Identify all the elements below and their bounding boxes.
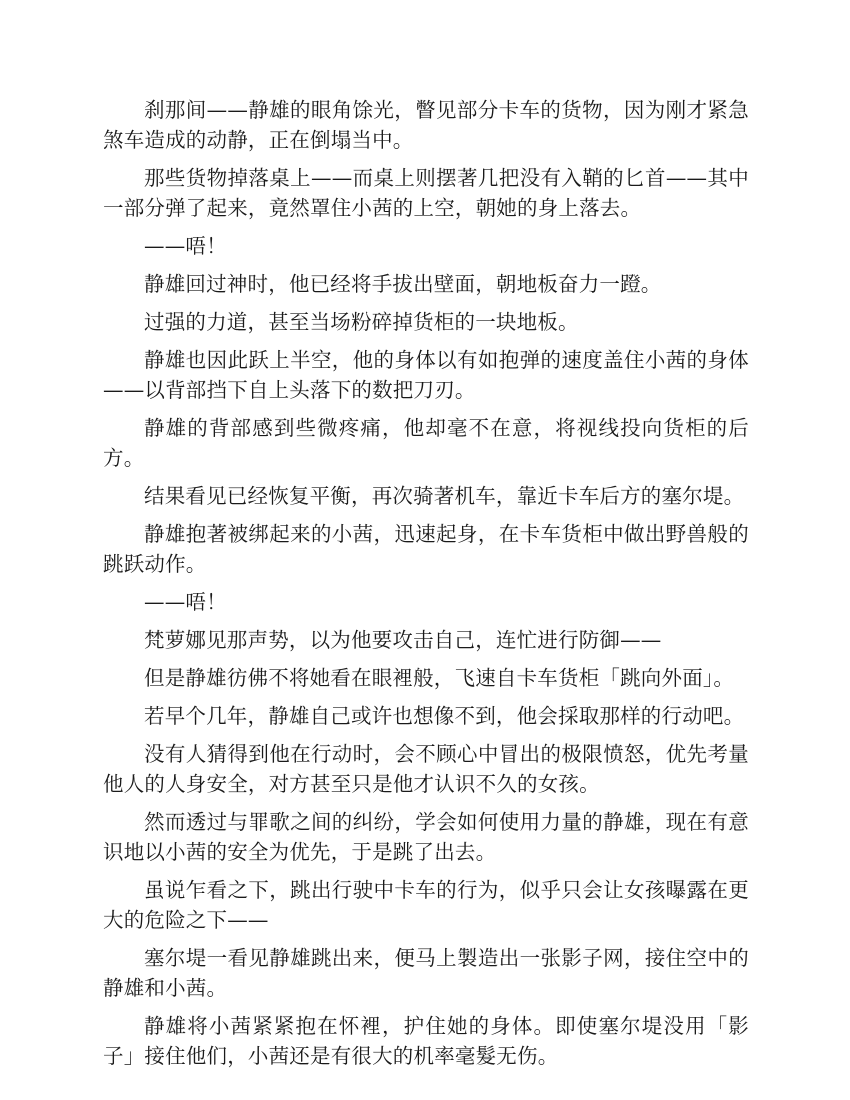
- paragraph: 静雄回过神时，他已经将手拔出壁面，朝地板奋力一蹬。: [144, 272, 662, 296]
- paragraph: 然而透过与罪歌之间的纠纷，学会如何使用力量的静雄，现在有意识地以小茜的安全为优先，于是跳了出去。: [103, 810, 749, 864]
- paragraph: 那些货物掉落桌上——而桌上则摆著几把没有入鞘的匕首——其中一部分弹了起来，竟然罩住小茜的上空，朝她的身上落去。: [103, 166, 749, 220]
- paragraph: 静雄也因此跃上半空，他的身体以有如抱弹的速度盖住小茜的身体——以背部挡下自上头落下的数把刀刃。: [103, 348, 749, 402]
- paragraph: 过强的力道，甚至当场粉碎掉货柜的一块地板。: [144, 310, 579, 334]
- paragraph: 静雄抱著被绑起来的小茜，迅速起身，在卡车货柜中做出野兽般的跳跃动作。: [103, 522, 749, 576]
- paragraph: 梵萝娜见那声势，以为他要攻击自己，连忙进行防御——: [144, 628, 662, 652]
- paragraph: 虽说乍看之下，跳出行驶中卡车的行为，似乎只会让女孩曝露在更大的危险之下——: [103, 878, 749, 932]
- paragraph: 静雄的背部感到些微疼痛，他却毫不在意，将视线投向货柜的后方。: [103, 416, 749, 470]
- paragraph: 结果看见已经恢复平衡，再次骑著机车，靠近卡车后方的塞尔堤。: [144, 484, 745, 508]
- paragraph: 没有人猜得到他在行动时，会不顾心中冒出的极限愤怒，优先考量他人的人身安全，对方甚至只是他才认识不久的女孩。: [103, 742, 749, 796]
- paragraph: 静雄将小茜紧紧抱在怀裡，护住她的身体。即使塞尔堤没用「影子」接住他们，小茜还是有很大的机率毫髮无伤。: [103, 1014, 749, 1068]
- paragraph: ——唔！: [144, 234, 227, 258]
- document-body: [103, 95, 749, 1079]
- paragraph: 刹那间——静雄的眼角馀光，瞥见部分卡车的货物，因为刚才紧急煞车造成的动静，正在倒塌当中。: [103, 98, 749, 152]
- paragraph: ——唔！: [144, 590, 227, 614]
- paragraph: 但是静雄彷佛不将她看在眼裡般，飞速自卡车货柜「跳向外面」。: [144, 666, 735, 690]
- paragraph: 塞尔堤一看见静雄跳出来，便马上製造出一张影子网，接住空中的静雄和小茜。: [103, 946, 749, 1000]
- paragraph: 若早个几年，静雄自己或许也想像不到，他会採取那样的行动吧。: [144, 704, 745, 728]
